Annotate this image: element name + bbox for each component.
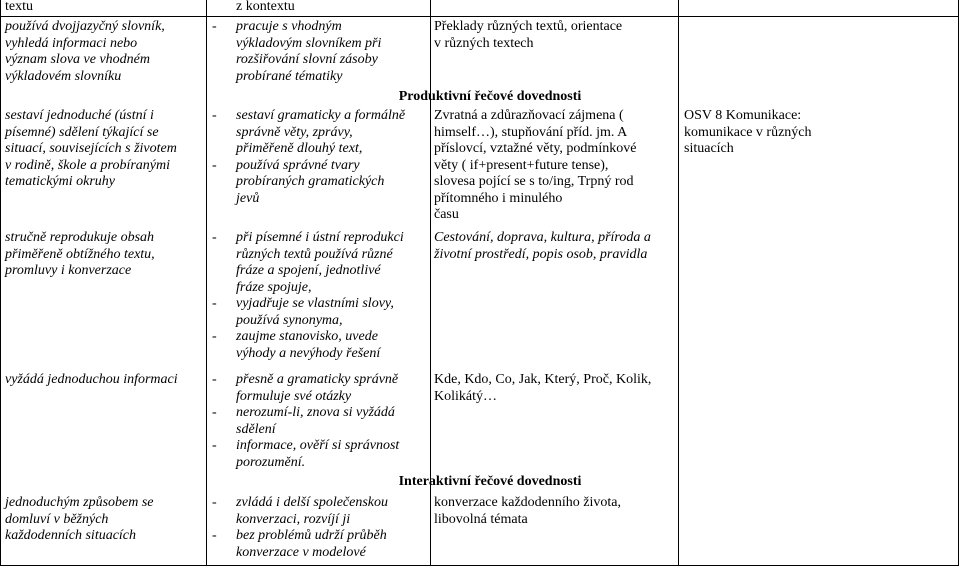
content-cell: Kde, Kdo, Co, Jak, Který, Proč, Kolik, Kolikátý…: [434, 372, 652, 404]
outcome-cell: vyžádá jednoduchou informaci: [5, 372, 178, 387]
content-cell: Překlady různých textů, orientace v různých textech: [434, 19, 623, 51]
indicator-item: - pracuje s vhodným výkladovým slovníkem při rozšiřování slovní zásoby probírané tématiky: [207, 19, 427, 85]
indicator-item: - sestaví gramaticky a formálně správně věty, zprávy, přiměřeně dlouhý text,: [207, 108, 427, 158]
indicator-list: [207, 372, 427, 471]
indicator-list: [207, 108, 427, 207]
indicator-item: - používá správné tvary probíraných gramatických jevů: [207, 158, 427, 208]
outcome-cell: jednoduchým způsobem se domluví v běžných každodenních situacích: [5, 495, 154, 543]
indicator-item: - bez problémů udrží průběh konverzace v modelové: [207, 528, 427, 561]
header-cell-indicators: z kontextu: [236, 0, 295, 14]
indicator-list: [207, 230, 427, 362]
indicator-item: - zaujme stanovisko, uvede výhody a nevýhody řešení: [207, 329, 427, 362]
outcome-cell: stručně reprodukuje obsah přiměřeně obtížného textu, promluvy i konverzace: [5, 230, 155, 278]
outcome-cell: sestaví jednoduché (ústní i písemné) sdělení týkající se situací, souvisejících s životem v rodině, škole a probíranými tematickými okruhy: [5, 108, 177, 189]
indicator-item: - při písemné i ústní reprodukci různých textů používá různé fráze a spojení, jednotlivé fráze spojuje,: [207, 230, 427, 296]
indicator-list: [207, 19, 427, 85]
indicator-item: - nerozumí-li, znova si vyžádá sdělení: [207, 405, 427, 438]
content-cell: Cestování, doprava, kultura, příroda a životní prostředí, popis osob, pravidla: [434, 230, 651, 262]
crosscutting-theme-cell: OSV 8 Komunikace: komunikace v různých situacích: [684, 108, 812, 156]
indicator-item: - informace, ověří si správnost porozumění.: [207, 438, 427, 471]
section-heading-interactive: Interaktivní řečové dovednosti: [398, 474, 582, 489]
column-divider: [678, 0, 679, 566]
row-divider: [0, 16, 959, 17]
indicator-item: - přesně a gramaticky správně formuluje své otázky: [207, 372, 427, 405]
header-cell-outcomes: textu: [5, 0, 33, 14]
section-heading-productive: Produktivní řečové dovednosti: [398, 89, 582, 104]
content-cell: Zvratná a zdůrazňovací zájmena ( himself…), stupňování příd. jm. A příslovcí, vztažné věty, podmínkové věty ( if+present+future tense), slovesa pojící se s to/ing, Trpný rod přítomného i minulého času: [434, 108, 637, 222]
table-border-left: [0, 0, 1, 566]
indicator-item: - zvládá i delší společenskou konverzaci, rozvíjí ji: [207, 495, 427, 528]
table-border-right: [958, 0, 959, 566]
outcome-cell: používá dvojjazyčný slovník, vyhledá informaci nebo význam slova ve vhodném výkladovém slovníku: [5, 19, 165, 84]
content-cell: konverzace každodenního života, libovolná témata: [434, 495, 621, 527]
indicator-item: - vyjadřuje se vlastními slovy, používá synonyma,: [207, 296, 427, 329]
indicator-list: [207, 495, 427, 561]
